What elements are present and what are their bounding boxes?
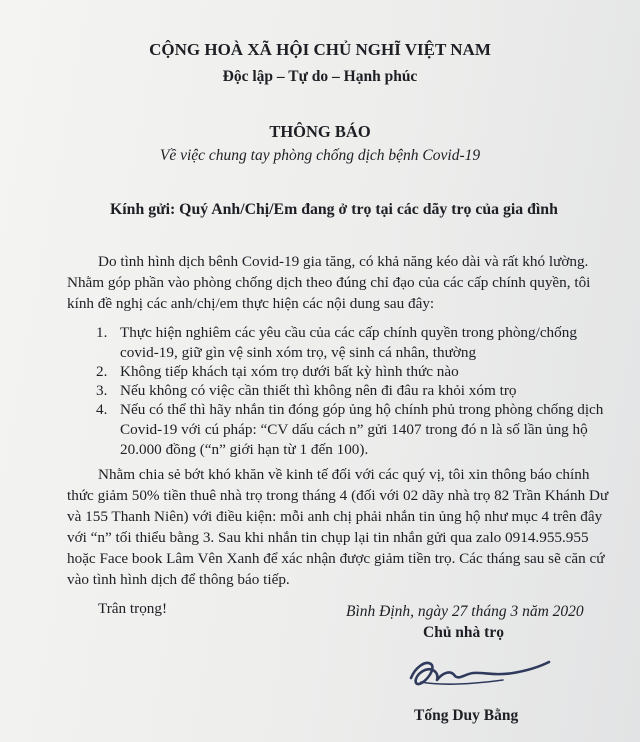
handwritten-signature bbox=[403, 640, 553, 700]
intro-line: Nhằm góp phần vào phòng chống dịch theo đúng chỉ đạo của các cấp chính quyền, tôi bbox=[67, 274, 591, 291]
offer-line: với “n” tối thiểu bằng 3. Sau khi nhắn tin chụp lại tin nhắn gửi qua zalo 0914.955.955 bbox=[67, 529, 589, 546]
list-number: 1. bbox=[96, 324, 108, 341]
signer-role: Chủ nhà trọ bbox=[423, 624, 504, 641]
offer-line: vào tình hình dịch để thông báo tiếp. bbox=[67, 571, 290, 588]
list-item-text: Nếu không có việc cần thiết thì không nên đi đâu ra khỏi xóm trọ bbox=[120, 382, 517, 399]
recipient-line: Kính gửi: Quý Anh/Chị/Em đang ở trọ tại các dãy trọ của gia đình bbox=[110, 201, 558, 218]
list-item-text: Covid-19 với cú pháp: “CV dấu cách n” gửi 1407 trong đó n là số lần ủng hộ bbox=[120, 421, 588, 438]
intro-line: Do tình hình dịch bênh Covid-19 gia tăng, có khả năng kéo dài và rất khó lường. bbox=[98, 253, 589, 270]
list-item-text: Nếu có thể thì hãy nhắn tin đóng góp ủng hộ chính phủ trong phòng chống dịch bbox=[120, 401, 604, 418]
list-number: 4. bbox=[96, 401, 108, 418]
intro-line: kính đề nghị các anh/chị/em thực hiện các nội dung sau đây: bbox=[67, 295, 435, 312]
document-subtitle: Về việc chung tay phòng chống dịch bệnh Covid-19 bbox=[159, 147, 481, 164]
closing-text: Trân trọng! bbox=[98, 600, 168, 617]
offer-line: hoặc Face book Lâm Vên Xanh để xác nhận được giảm tiền trọ. Các tháng sau sẽ căn cứ bbox=[67, 550, 605, 567]
signer-name: Tống Duy Bằng bbox=[414, 707, 519, 724]
list-item-text: 20.000 đồng (“n” giới hạn từ 1 đến 100). bbox=[120, 441, 369, 458]
place-date: Bình Định, ngày 27 tháng 3 năm 2020 bbox=[346, 603, 584, 620]
national-title: CỘNG HOÀ XÃ HỘI CHỦ NGHĨ VIỆT NAM bbox=[149, 40, 491, 59]
national-motto: Độc lập – Tự do – Hạnh phúc bbox=[222, 68, 418, 85]
offer-line: và 155 Thanh Niên) với điều kiện: mỗi anh chị phải nhắn tin ủng hộ như mục 4 trên đây bbox=[67, 508, 603, 525]
document-heading: THÔNG BÁO bbox=[269, 122, 371, 141]
offer-line: thức giảm 50% tiền thuê nhà trọ trong tháng 4 (đối với 02 dãy nhà trọ 82 Trần Khánh Dư bbox=[67, 487, 609, 504]
offer-line: Nhằm chia sẻ bớt khó khăn về kinh tế đối với các quý vị, tôi xin thông báo chính bbox=[98, 466, 590, 483]
list-number: 3. bbox=[96, 382, 108, 399]
list-item-text: Thực hiện nghiêm các yêu cầu của các cấp chính quyền trong phòng/chống bbox=[120, 324, 577, 341]
list-item-text: covid-19, giữ gìn vệ sinh xóm trọ, vệ sinh cá nhân, thường bbox=[120, 344, 477, 361]
list-number: 2. bbox=[96, 363, 108, 380]
list-item-text: Không tiếp khách tại xóm trọ dưới bất kỳ hình thức nào bbox=[120, 363, 459, 380]
